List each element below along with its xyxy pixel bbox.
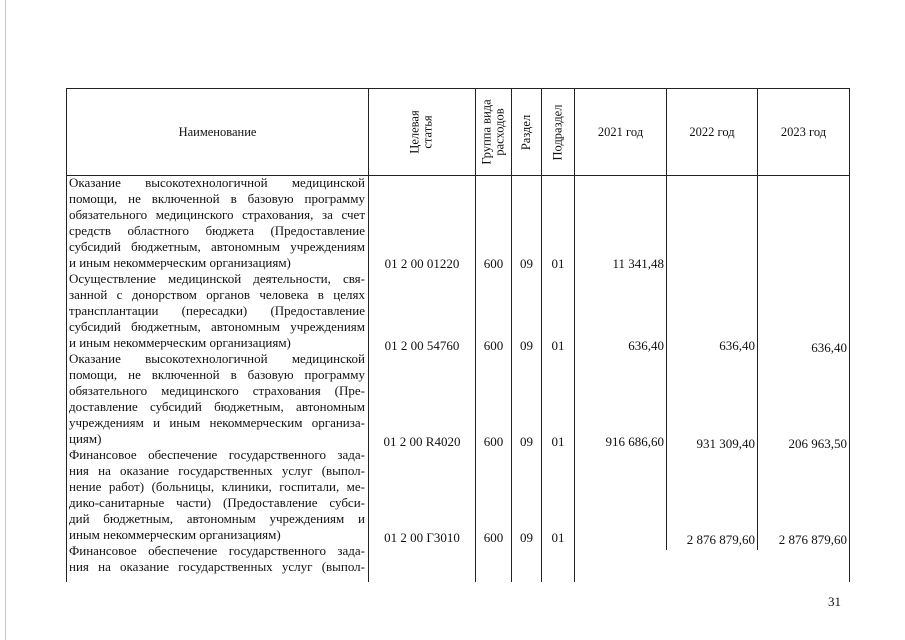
row-3-subsection: 01 xyxy=(551,434,565,449)
header-group-line-2: расходов xyxy=(492,108,507,156)
row-1-name xyxy=(69,175,365,271)
page-number: 31 xyxy=(828,594,841,609)
row-3-name-line: обязательного медицинского страхования (Пре- xyxy=(69,383,365,398)
row-5-name-line: ния на оказание государственных услуг (выпол- xyxy=(69,559,365,574)
header-2023 xyxy=(758,88,849,176)
row-4-2022: 2 876 879,60 xyxy=(686,532,755,547)
header-2021-text: 2021 год xyxy=(597,124,644,139)
header-section xyxy=(512,88,541,176)
row-4-group: 600 xyxy=(483,530,504,545)
header-subsection-text: Подраздел xyxy=(550,104,565,160)
row-4-name-line: дий бюджетным, автономным учреждениям и xyxy=(69,511,365,526)
header-name xyxy=(67,88,368,176)
row-3-name-line: Оказание высокотехнологичной медицинской xyxy=(69,351,365,366)
row-3-name-line: доставление субсидий бюджетным, автономным xyxy=(69,399,365,414)
header-group-line-1: Группа вида xyxy=(479,99,494,165)
row-2-name-line: Осуществление медицинской деятельности, свя- xyxy=(69,271,365,286)
row-2-subsection: 01 xyxy=(551,338,565,353)
header-target-line-1: Целевая xyxy=(408,110,422,154)
row-3-2023: 206 963,50 xyxy=(788,436,847,451)
row-1-group: 600 xyxy=(483,256,504,271)
row-2-section: 09 xyxy=(520,338,533,353)
col-border-right xyxy=(849,88,850,582)
row-1-name-line: и иным некоммерческим организациям) xyxy=(69,255,291,270)
header-2023-text: 2023 год xyxy=(780,124,827,139)
row-1-section: 09 xyxy=(520,256,533,271)
row-4-target: 01 2 00 Г3010 xyxy=(384,530,460,545)
row-4-name-line: нение работ) (больницы, клиники, госпитали, ме- xyxy=(69,479,365,494)
header-name-text: Наименование xyxy=(178,124,257,139)
row-5-name-line: Финансовое обеспечение государственного зада- xyxy=(69,543,365,558)
row-1-subsection: 01 xyxy=(551,256,565,271)
row-3-target: 01 2 00 R4020 xyxy=(383,434,461,449)
page-margin-line xyxy=(5,0,6,640)
header-target xyxy=(369,88,475,176)
row-3-name-line: учреждениям и иным некоммерческим организа- xyxy=(69,415,365,430)
row-2-2022: 636,40 xyxy=(719,338,755,353)
row-4-name-line: Финансовое обеспечение государственного зада- xyxy=(69,447,365,462)
header-subsection xyxy=(542,88,574,176)
row-2-name-line: трансплантации (пересадки) (Предоставление xyxy=(69,303,365,318)
row-2-target: 01 2 00 54760 xyxy=(384,338,460,353)
header-group xyxy=(476,88,511,176)
header-target-line-2: статья xyxy=(421,115,435,149)
row-4-2023: 2 876 879,60 xyxy=(778,532,847,547)
row-1-target: 01 2 00 01220 xyxy=(384,256,460,271)
header-section-text: Раздел xyxy=(519,114,534,150)
row-4-name-line: дико-санитарные части) (Предоставление субси- xyxy=(69,495,365,510)
header-target-text xyxy=(409,110,435,153)
row-2-name-line: занной с донорством органов человека в целях xyxy=(69,287,365,302)
row-4-name-line: иным некоммерческим организациям) xyxy=(69,527,281,542)
row-4-section: 09 xyxy=(520,530,533,545)
row-1-name-line: помощи, не включенной в базовую программу xyxy=(69,191,365,206)
row-3-name-line: помощи, не включенной в базовую программу xyxy=(69,367,365,382)
header-2021 xyxy=(575,88,666,176)
row-4-subsection: 01 xyxy=(551,530,565,545)
row-1-name-line: Оказание высокотехнологичной медицинской xyxy=(69,175,365,190)
row-1-2021: 11 341,48 xyxy=(612,256,664,271)
row-3-name xyxy=(69,351,365,447)
row-3-group: 600 xyxy=(483,434,504,449)
row-1-name-line: средств областного бюджета (Предоставление xyxy=(69,223,365,238)
row-2-name xyxy=(69,271,365,351)
row-3-2022: 931 309,40 xyxy=(696,436,755,451)
header-group-text xyxy=(481,99,507,164)
row-4-name-line: ния на оказание государственных услуг (выпол- xyxy=(69,463,365,478)
row-4-name xyxy=(69,447,365,543)
row-5-name xyxy=(69,543,365,575)
header-2022 xyxy=(667,88,757,176)
row-2-name-line: субсидий бюджетным, автономным учреждениям xyxy=(69,319,365,334)
budget-table xyxy=(66,88,850,582)
row-3-2021: 916 686,60 xyxy=(605,434,664,449)
row-1-name-line: обязательного медицинского страхования, за счет xyxy=(69,207,365,222)
row-3-section: 09 xyxy=(520,434,533,449)
row-3-name-line: циям) xyxy=(69,431,102,446)
row-2-group: 600 xyxy=(483,338,504,353)
row-2-name-line: и иным некоммерческим организациям) xyxy=(69,335,291,350)
header-2022-text: 2022 год xyxy=(689,124,735,139)
row-1-name-line: субсидий бюджетным, автономным учреждениям xyxy=(69,239,365,254)
row-2-2021: 636,40 xyxy=(628,338,664,353)
row-2-2023: 636,40 xyxy=(811,340,847,355)
